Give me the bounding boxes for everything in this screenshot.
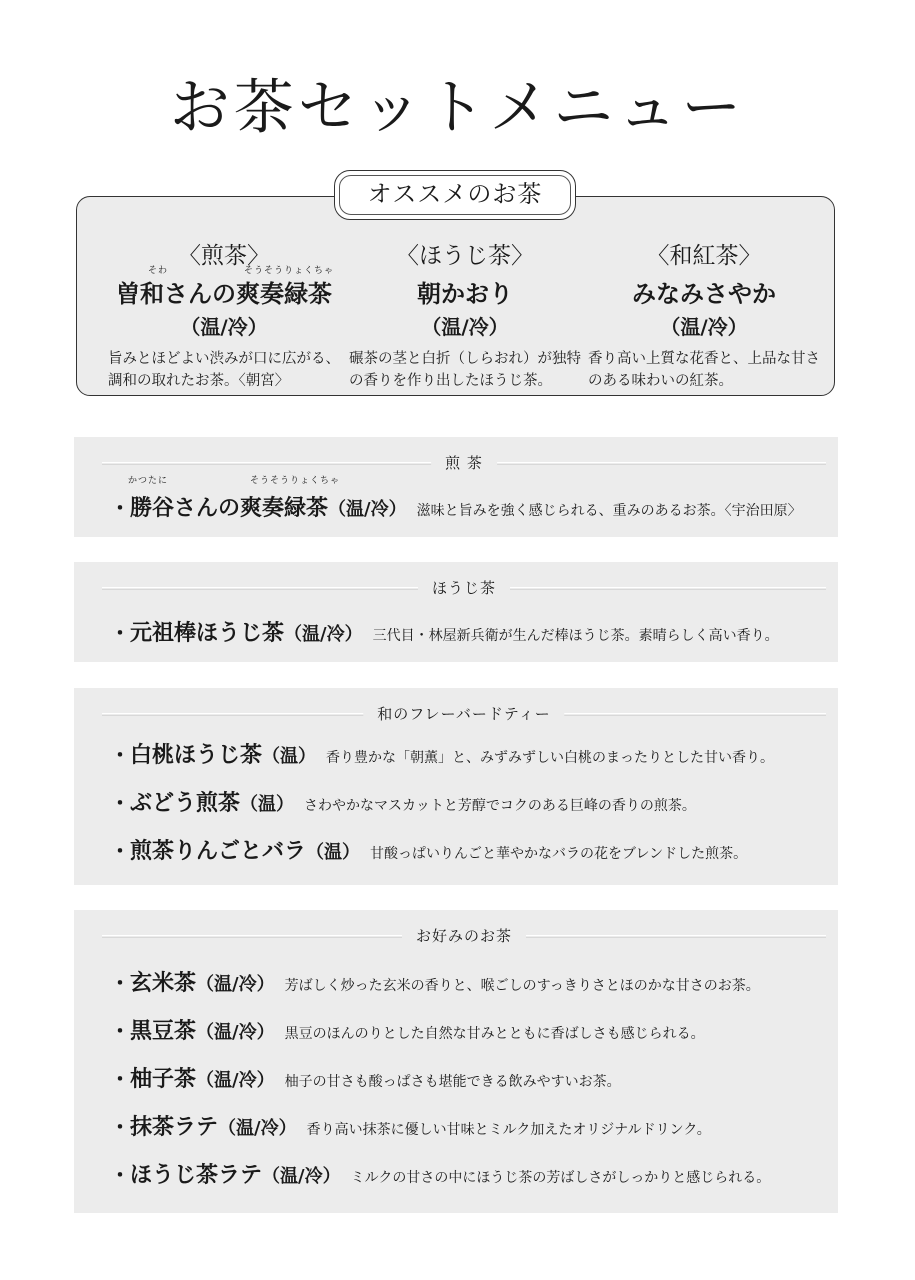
section-label: お好みのお茶 xyxy=(402,924,526,948)
menu-item: ・元祖棒ほうじ茶（温/冷） 三代目・林屋新兵衛が生んだ棒ほうじ茶。素晴らしく高い香り。 xyxy=(110,620,779,646)
recommended-category: 〈和紅茶〉 xyxy=(646,243,762,269)
menu-item-temp: （温/冷） xyxy=(218,1118,297,1139)
menu-item-name: 白桃ほうじ茶 xyxy=(130,742,263,768)
ruby-text: そわ xyxy=(148,266,169,276)
menu-item-desc: 香り豊かな「朝薫」と、みずみずしい白桃のまったりとした甘い香り。 xyxy=(326,750,775,766)
recommended-temp: （温/冷） xyxy=(421,315,509,339)
recommended-category: 〈煎茶〉 xyxy=(178,243,270,269)
menu-item: ・ほうじ茶ラテ（温/冷） ミルクの甘さの中にほうじ茶の芳ばしさがしっかりと感じられる。 xyxy=(110,1162,771,1188)
section-label: 煎 茶 xyxy=(431,451,497,475)
menu-item-temp: （温/冷） xyxy=(284,624,363,645)
menu-item: ・白桃ほうじ茶（温） 香り豊かな「朝薫」と、みずみずしい白桃のまったりとした甘い香り。 xyxy=(110,742,775,768)
recommended-item-wakoucha xyxy=(584,240,824,392)
page-title: お茶セットメニュー xyxy=(169,73,746,143)
menu-item: ・玄米茶（温/冷） 芳ばしく炒った玄米の香りと、喉ごしのすっきりさとほのかな甘さのお茶。 xyxy=(110,970,760,996)
menu-item: ・ぶどう煎茶（温） さわやかなマスカットと芳醇でコクのある巨峰の香りの煎茶。 xyxy=(110,790,696,816)
section-label: ほうじ茶 xyxy=(418,576,510,600)
menu-item-desc: 黒豆のほんのりとした自然な甘みとともに香ばしさも感じられる。 xyxy=(284,1026,705,1042)
ruby-text: かつたに xyxy=(128,476,169,486)
menu-item: ・黒豆茶（温/冷） 黒豆のほんのりとした自然な甘みとともに香ばしさも感じられる。 xyxy=(110,1018,705,1044)
menu-item-temp: （温/冷） xyxy=(328,499,407,520)
recommended-name: 朝かおり xyxy=(417,279,513,308)
menu-item-name: 柚子茶 xyxy=(130,1066,197,1092)
menu-item-name: 勝谷さんの爽奏緑茶 xyxy=(130,495,329,521)
ruby-text: そうそうりょくちゃ xyxy=(244,266,335,276)
menu-item-name: ぶどう煎茶 xyxy=(130,790,241,816)
recommended-category: 〈ほうじ茶〉 xyxy=(396,243,534,269)
menu-item-desc: さわやかなマスカットと芳醇でコクのある巨峰の香りの煎茶。 xyxy=(304,798,696,814)
section-flavored-tea xyxy=(74,688,838,885)
menu-item-name: 黒豆茶 xyxy=(130,1018,197,1044)
recommended-label: オススメのお茶 xyxy=(334,170,576,220)
menu-item-name: ほうじ茶ラテ xyxy=(130,1162,263,1188)
section-header xyxy=(102,702,826,726)
menu-item-desc: 柚子の甘さも酸っぱさも堪能できる飲みやすいお茶。 xyxy=(284,1074,621,1090)
menu-item-name: 元祖棒ほうじ茶 xyxy=(130,620,285,646)
menu-item-name: 抹茶ラテ xyxy=(130,1114,219,1140)
menu-item-temp: （温） xyxy=(262,746,317,767)
section-favorite-tea xyxy=(74,910,838,1213)
menu-item-desc: ミルクの甘さの中にほうじ茶の芳ばしさがしっかりと感じられる。 xyxy=(350,1170,771,1186)
recommended-temp: （温/冷） xyxy=(660,315,748,339)
menu-item-name: 玄米茶 xyxy=(130,970,197,996)
section-header xyxy=(102,924,826,948)
menu-item-desc: 甘酸っぱいりんごと華やかなバラの花をブレンドした煎茶。 xyxy=(370,846,748,862)
menu-item: ・抹茶ラテ（温/冷） 香り高い抹茶に優しい甘味とミルク加えたオリジナルドリンク。 xyxy=(110,1114,711,1140)
menu-item-temp: （温/冷） xyxy=(196,974,275,995)
menu-item-name: 煎茶りんごとバラ xyxy=(130,838,307,864)
menu-item-temp: （温/冷） xyxy=(196,1022,275,1043)
recommended-name: みなみさやか xyxy=(632,279,776,308)
menu-item-temp: （温/冷） xyxy=(196,1070,275,1091)
menu-item-temp: （温） xyxy=(240,794,295,815)
section-sencha xyxy=(74,437,838,537)
menu-item-temp: （温） xyxy=(306,842,361,863)
menu-item-desc: 芳ばしく炒った玄米の香りと、喉ごしのすっきりさとほのかな甘さのお茶。 xyxy=(284,978,760,994)
recommended-item-sencha xyxy=(104,240,344,392)
menu-item-desc: 香り高い抹茶に優しい甘味とミルク加えたオリジナルドリンク。 xyxy=(306,1122,711,1138)
section-header xyxy=(102,576,826,600)
section-header xyxy=(102,451,826,475)
menu-item: ・煎茶りんごとバラ（温） 甘酸っぱいりんごと華やかなバラの花をブレンドした煎茶。 xyxy=(110,838,748,864)
recommended-name: 曽和さんの爽奏緑茶 xyxy=(116,279,332,308)
menu-item: かつたに そうそうりょくちゃ ・勝谷さんの爽奏緑茶（温/冷） 滋味と旨みを強く感じられる、重みのあるお茶。〈宇治田原〉 xyxy=(110,491,828,522)
menu-item-desc: 三代目・林屋新兵衛が生んだ棒ほうじ茶。素晴らしく高い香り。 xyxy=(372,628,779,644)
recommended-desc: 旨みとほどよい渋みが口に広がる、調和の取れたお茶。〈朝宮〉 xyxy=(108,351,340,389)
recommended-desc: 碾茶の茎と白折（しらおれ）が独特の香りを作り出したほうじ茶。 xyxy=(349,351,581,389)
ruby-text: そうそうりょくちゃ xyxy=(250,476,341,486)
recommended-item-houjicha xyxy=(345,240,585,392)
menu-item-desc: 滋味と旨みを強く感じられる、重みのあるお茶。〈宇治田原〉 xyxy=(416,503,802,519)
menu-item: ・柚子茶（温/冷） 柚子の甘さも酸っぱさも堪能できる飲みやすいお茶。 xyxy=(110,1066,621,1092)
menu-item-temp: （温/冷） xyxy=(262,1166,341,1187)
section-label: 和のフレーバードティー xyxy=(363,702,564,726)
recommended-temp: （温/冷） xyxy=(180,315,268,339)
section-houjicha xyxy=(74,562,838,662)
recommended-desc: 香り高い上質な花香と、上品な甘さのある味わいの紅茶。 xyxy=(588,351,820,389)
